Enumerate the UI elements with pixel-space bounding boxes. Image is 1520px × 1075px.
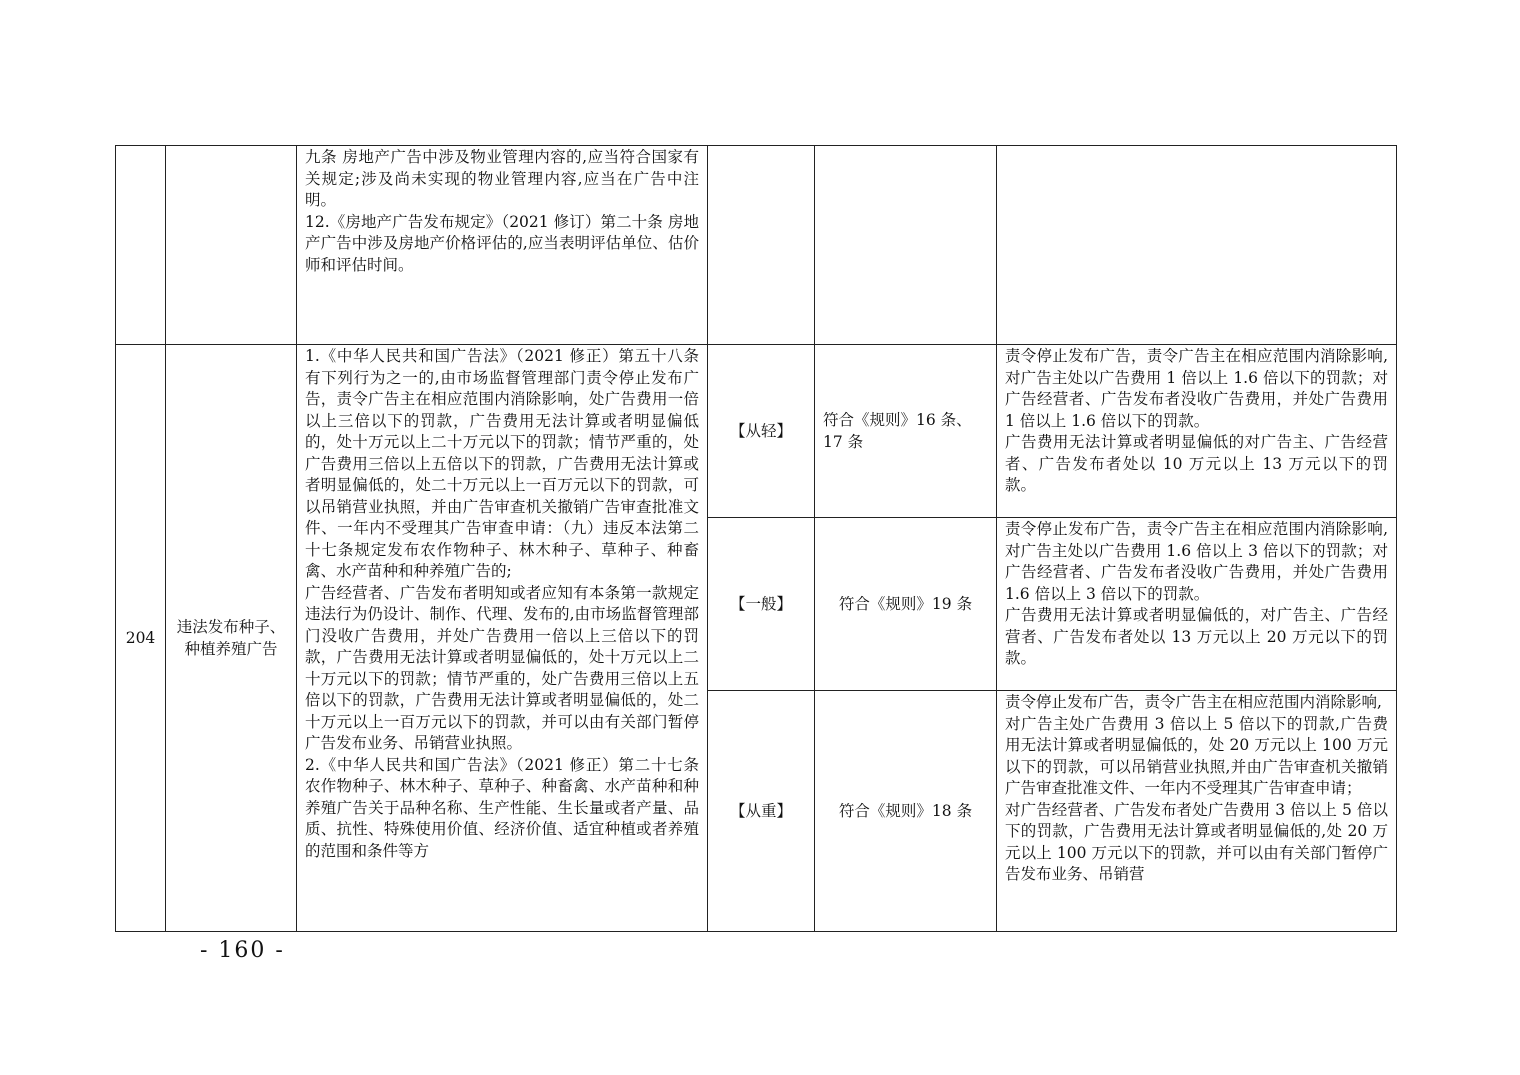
penalty-normal-cell: [997, 518, 1397, 691]
row-number-cell: [116, 146, 166, 345]
penalty-cell: [997, 146, 1397, 345]
page-number: - 160 -: [200, 938, 285, 963]
grade-level-normal: 【一般】: [708, 518, 815, 691]
grade-level-light: 【从轻】: [708, 345, 815, 518]
grade-condition-normal: 符合《规则》19 条: [815, 518, 997, 691]
legal-basis-text: 1.《中华人民共和国广告法》（2021 修正）第五十八条 有下列行为之一的,由市场监督管理部门责令停止发布广告，责令广告主在相应范围内消除影响，处广告费用一倍以上三倍以下的罚款，广告费用无法计算或者明显偏低的，处十万元以上二十万元以下的罚款；情节严重的，处广告费用三倍以上五倍以下的罚款，广告费用无法计算或者明显偏低的，处二十万元以上一百万元以下的罚款，可以吊销营业执照，并由广告审查机关撤销广告审查批准文件、一年内不受理其广告审查申请：（九）违反本法第二十七条规定发布农作物种子、林木种子、草种子、种畜禽、水产苗种和种养殖广告的; 广告经营者、广告发布者明知或者应知有本条第一款规定违法行为仍设计、制作、代理、发布的,由市场监督管理部门没收广告费用，并处广告费用一倍以上三倍以下的罚款，广告费用无法计算或者明显偏低的，处十万元以上二十万元以下的罚款；情节严重的，处广告费用三倍以上五倍以下的罚款，广告费用无法计算或者明显偏低的，处二十万元以上一百万元以下的罚款，并可以由有关部门暂停广告发布业务、吊销营业执照。 2.《中华人民共和国广告法》（2021 修正）第二十七条 农作物种子、林木种子、草种子、种畜禽、水产苗种和种养殖广告关于品种名称、生产性能、生长量或者产量、品质、抗性、特殊使用价值、经济价值、适宜种植或者养殖的范围和条件等方: [305, 347, 699, 860]
penalty-light-text: 责令停止发布广告，责令广告主在相应范围内消除影响,对广告主处以广告费用 1 倍以上 1.6 倍以下的罚款；对广告经营者、广告发布者没收广告费用，并处广告费用 1 倍以上 1.6 倍以下的罚款。 广告费用无法计算或者明显偏低的对广告主、广告经营者、广告发布者处以 10 万元以上 13 万元以下的罚款。: [1005, 347, 1388, 494]
grade-level-cell: [708, 146, 815, 345]
penalty-heavy-text: 责令停止发布广告，责令广告主在相应范围内消除影响, 对广告主处广告费用 3 倍以上 5 倍以下的罚款,广告费用无法计算或者明显偏低的，处 20 万元以上 100 万元以下的罚款，可以吊销营业执照,并由广告审查机关撤销广告审查批准文件、一年内不受理其广告审查申请； 对广告经营者、广告发布者处广告费用 3 倍以上 5 倍以下的罚款，广告费用无法计算或者明显偏低的,处 20 万元以上 100 万元以下的罚款，并可以由有关部门暂停广告发布业务、吊销营: [1005, 693, 1388, 883]
grade-condition-heavy: 符合《规则》18 条: [815, 691, 997, 932]
grade-condition-cell: [815, 146, 997, 345]
penalty-light-cell: [997, 345, 1397, 518]
table-row: [116, 345, 1397, 518]
penalty-heavy-cell: [997, 691, 1397, 932]
penalty-discretion-table: [115, 145, 1397, 932]
table-row: [116, 146, 1397, 345]
violation-item-cell: [166, 146, 297, 345]
legal-basis-text: 九条 房地产广告中涉及物业管理内容的,应当符合国家有关规定;涉及尚未实现的物业管理内容,应当在广告中注明。 12.《房地产广告发布规定》（2021 修订）第二十条 房地产广告中涉及房地产价格评估的,应当表明评估单位、估价师和评估时间。: [305, 148, 699, 274]
grade-condition-light: 符合《规则》16 条、17 条: [815, 345, 997, 518]
grade-level-heavy: 【从重】: [708, 691, 815, 932]
row-number-cell: 204: [116, 345, 166, 932]
penalty-normal-text: 责令停止发布广告，责令广告主在相应范围内消除影响,对广告主处以广告费用 1.6 倍以上 3 倍以下的罚款；对广告经营者、广告发布者没收广告费用，并处广告费用 1.6 倍以上 3 倍以下的罚款。 广告费用无法计算或者明显偏低的，对广告主、广告经营者、广告发布者处以 13 万元以上 20 万元以下的罚款。: [1005, 520, 1388, 667]
legal-basis-cell: [297, 146, 708, 345]
violation-item-cell: 违法发布种子、种植养殖广告: [166, 345, 297, 932]
legal-basis-cell: [297, 345, 708, 932]
